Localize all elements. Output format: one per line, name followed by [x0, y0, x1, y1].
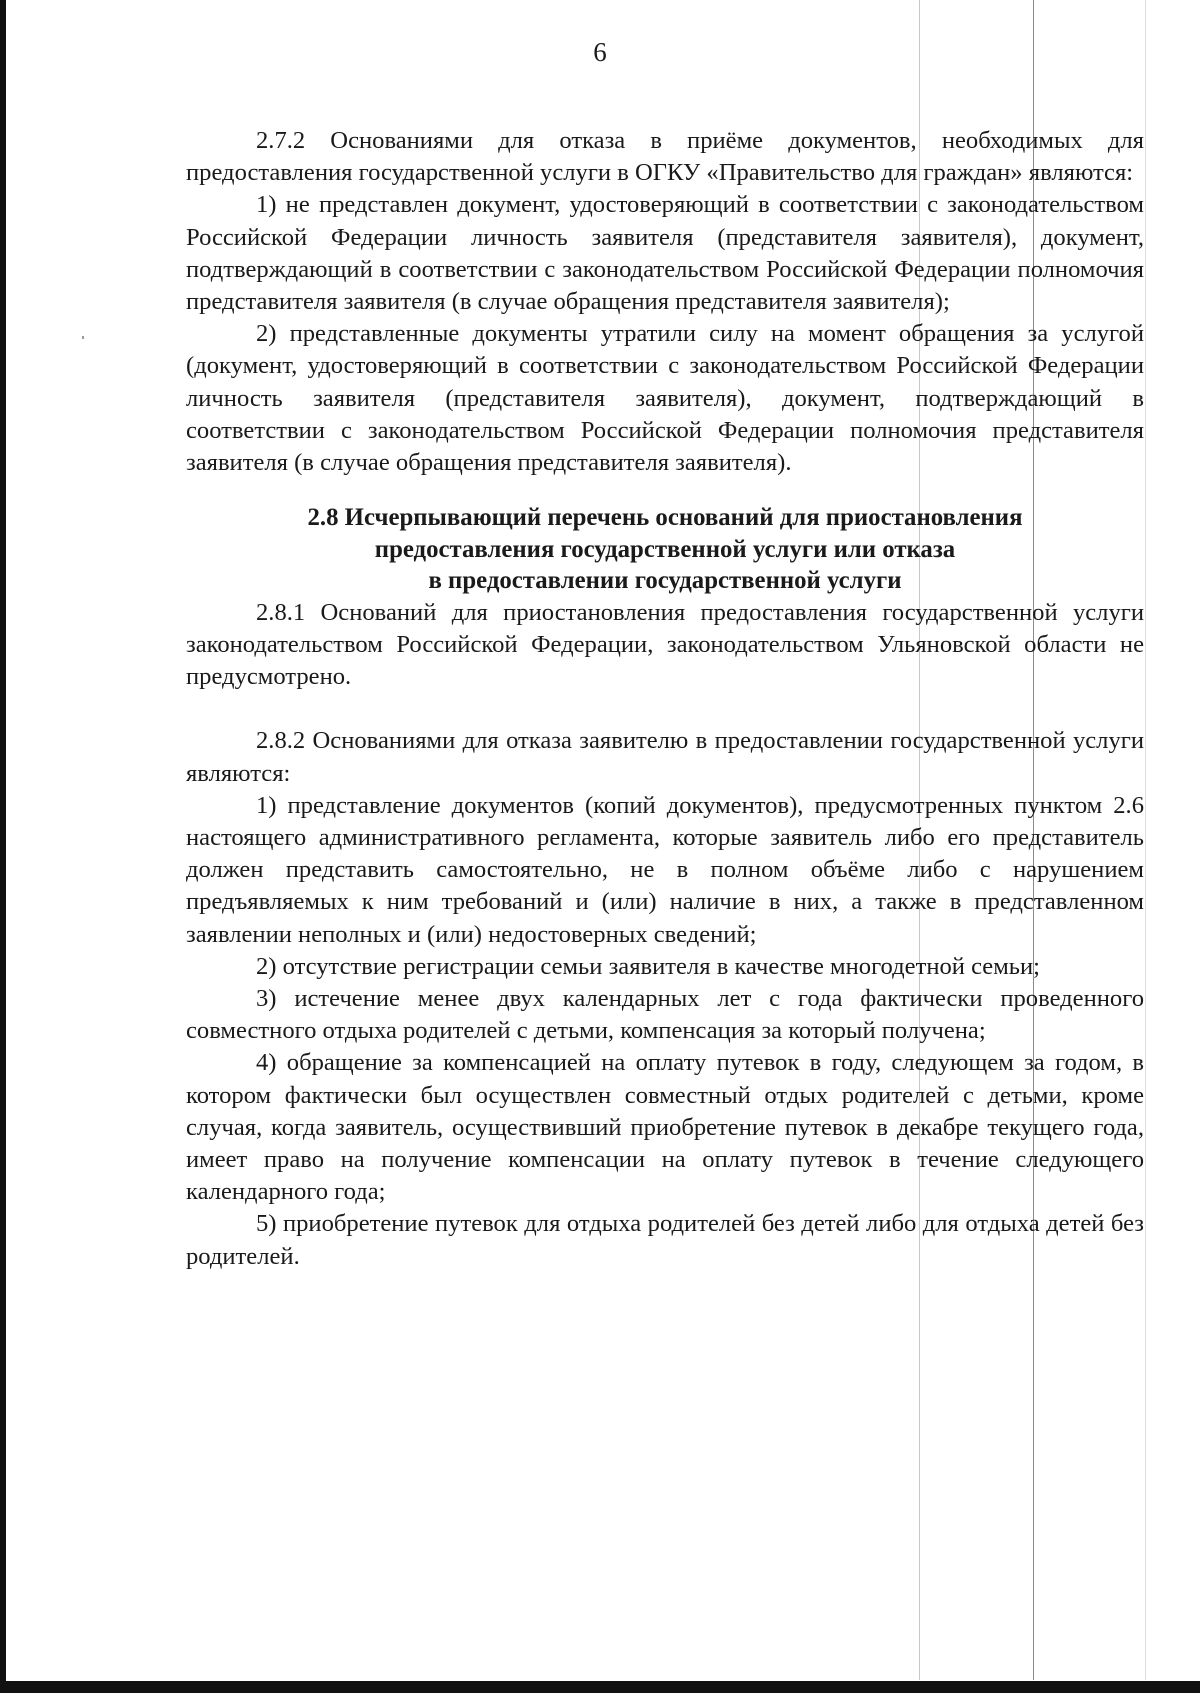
paragraph-2-7-2-item-2: 2) представленные документы утратили силу на момент обращения за услугой (документ, удостоверяющий в соответствии с законодательством Российской Федерации личность заявителя (представителя заявителя), документ, подтверждающий в соответствии с законодательством Российской Федерации полномочия представителя заявителя (в случае обращения представителя заявителя). — [186, 320, 1144, 477]
spacer — [186, 693, 1144, 725]
paragraph-2-7-2: 2.7.2 Основаниями для отказа в приёме документов, необходимых для предоставления государственной услуги в ОГКУ «Правительство для граждан» являются: — [186, 127, 1144, 187]
page-number: 6 — [593, 37, 607, 67]
paragraph-2-8-1: 2.8.1 Оснований для приостановления предоставления государственной услуги законодательством Российской Федерации, законодательством Ульяновской области не предусмотрено. — [186, 598, 1144, 691]
heading-line: в предоставлении государственной услуги — [428, 567, 902, 595]
heading-line: предоставления государственной услуги или отказа — [374, 535, 956, 563]
scan-left-border — [0, 0, 6, 1693]
paragraph-2-8-2-item-1: 1) представление документов (копий документов), предусмотренных пунктом 2.6 настоящего административного регламента, которые заявитель либо его представитель должен представить самостоятельно, не в полном объёме либо с нарушением предъявляемых к ним требований и (или) наличие в них, а также в представленном заявлении неполных и (или) недостоверных сведений; — [186, 791, 1144, 948]
section-heading-2-8 — [186, 502, 1144, 597]
scan-bottom-border — [0, 1681, 1200, 1693]
scan-speck — [82, 336, 84, 339]
paragraph-2-8-2: 2.8.2 Основаниями для отказа заявителю в предоставлении государственной услуги являются: — [186, 727, 1144, 787]
paragraph-2-7-2-item-1: 1) не представлен документ, удостоверяющий в соответствии с законодательством Российской Федерации личность заявителя (представителя заявителя), документ, подтверждающий в соответствии с законодательством Российской Федерации полномочия представителя заявителя (в случае обращения представителя заявителя); — [186, 191, 1144, 316]
paragraph-2-8-2-item-2: 2) отсутствие регистрации семьи заявителя в качестве многодетной семьи; — [256, 952, 1040, 980]
document-body — [186, 125, 1144, 1273]
scan-artifact-line — [1145, 0, 1146, 1680]
heading-line: 2.8 Исчерпывающий перечень оснований для приостановления — [307, 504, 1023, 532]
paragraph-2-8-2-item-3: 3) истечение менее двух календарных лет с года фактически проведенного совместного отдыха родителей с детьми, компенсация за который получена; — [186, 984, 1144, 1045]
paragraph-2-8-2-item-4: 4) обращение за компенсацией на оплату путевок в году, следующем за годом, в котором фактически был осуществлен совместный отдых родителей с детьми, кроме случая, когда заявитель, осуществивший приобретение путевок в декабре текущего года, имеет право на получение компенсации на оплату путевок в течение следующего календарного года; — [186, 1049, 1144, 1206]
paragraph-2-8-2-item-5: 5) приобретение путевок для отдыха родителей без детей либо для отдыха детей без родителей. — [186, 1210, 1144, 1270]
